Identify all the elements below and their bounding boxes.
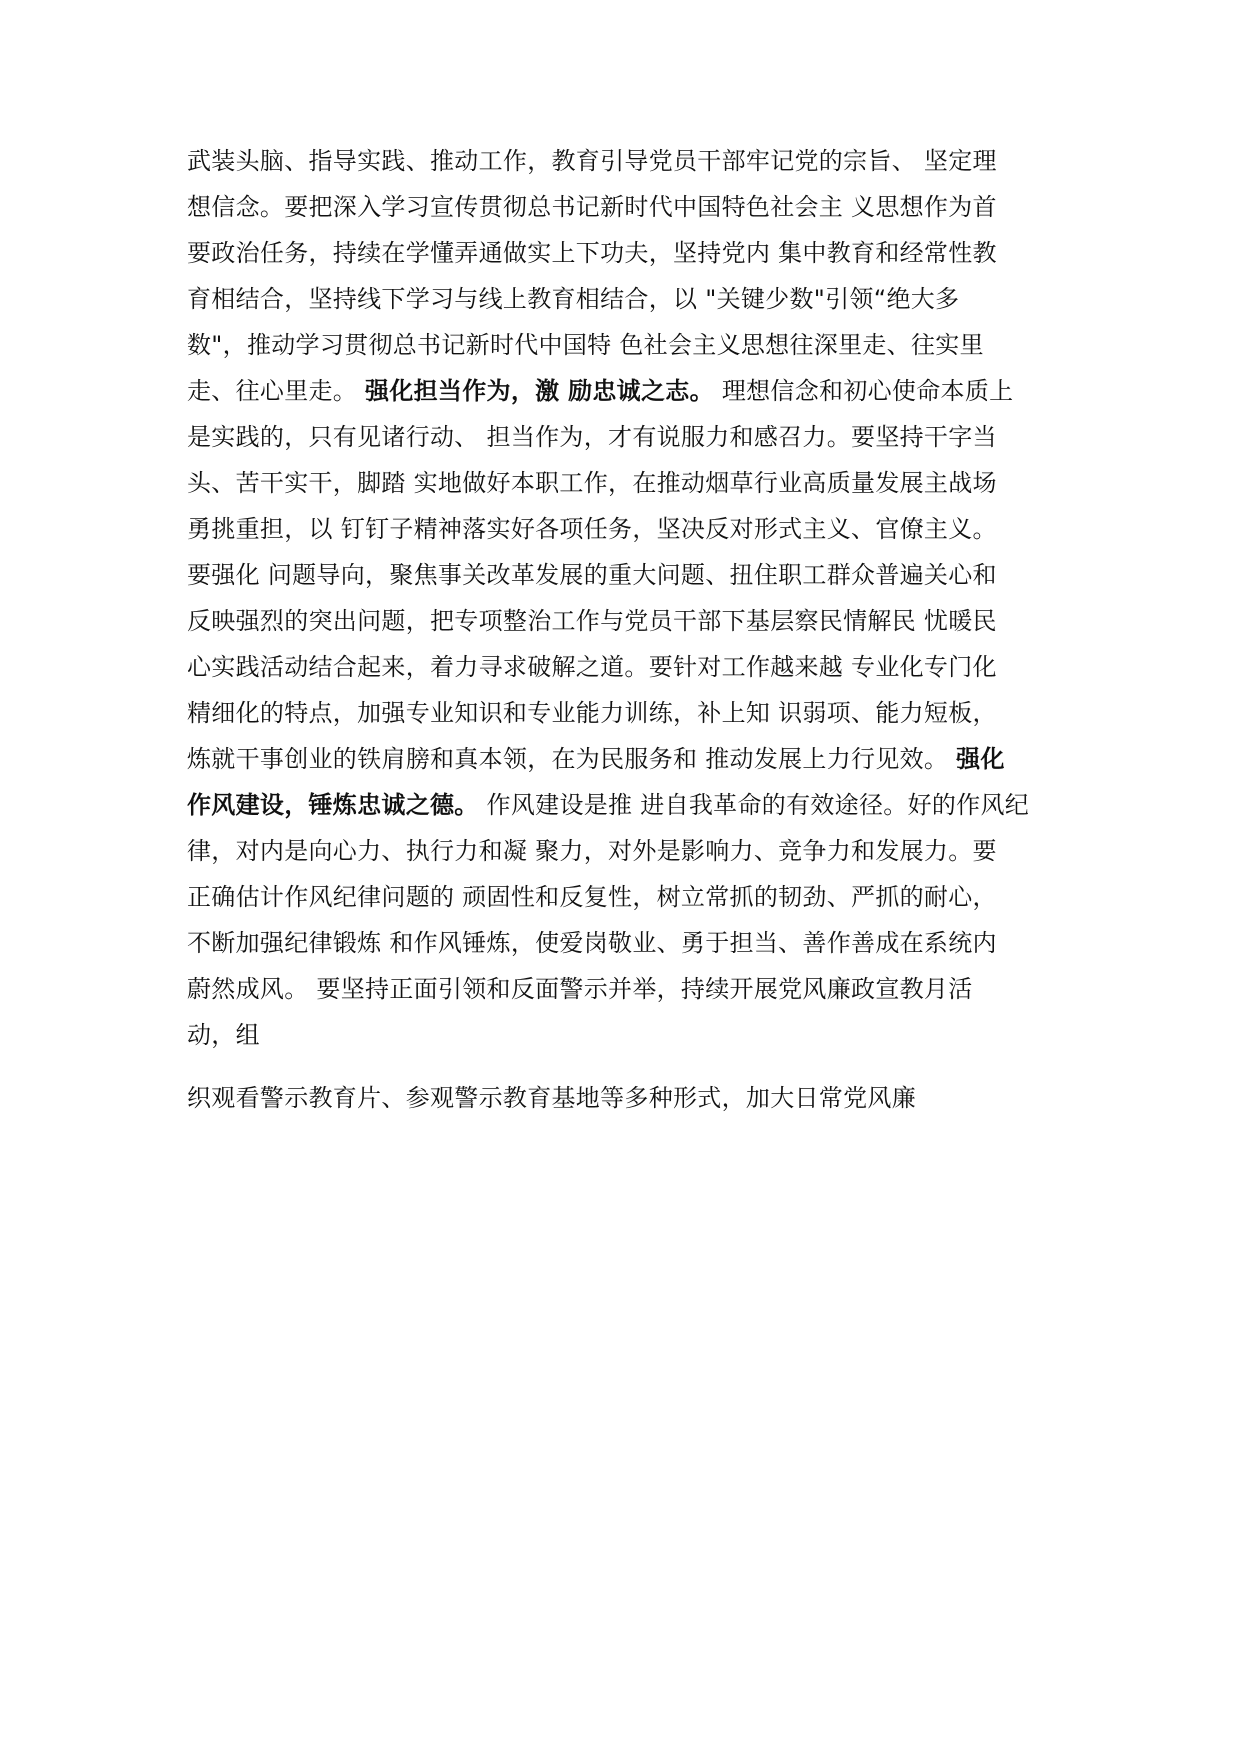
text-line xyxy=(187,514,1067,544)
text-span: 要政治任务，持续在学懂弄通做实上下功夫，坚持党内 集中教育和经常性教 xyxy=(187,239,997,267)
text-line xyxy=(187,560,1067,590)
text-span: 心实践活动结合起来，着力寻求破解之道。要针对工作越来越 专业化专门化 xyxy=(187,653,997,681)
text-span: 要强化 问题导向，聚焦事关改革发展的重大问题、扭住职工群众普遍关心和 xyxy=(187,561,997,589)
text-line xyxy=(187,468,1067,498)
text-span: 炼就干事创业的铁肩膀和真本领，在为民服务和 推动发展上力行见效。 xyxy=(187,745,957,773)
text-line xyxy=(187,1020,1067,1050)
bold-heading-span: 作风建设，锤炼忠诚之德。 xyxy=(187,791,479,819)
text-line xyxy=(187,928,1067,958)
text-span: 织观看警示教育片、参观警示教育基地等多种形式，加大日常党风廉 xyxy=(187,1084,916,1112)
text-span: 不断加强纪律锻炼 和作风锤炼，使爱岗敬业、勇于担当、善作善成在系统内 xyxy=(187,929,997,957)
text-line xyxy=(187,698,1067,728)
text-span: 走、往心里走。 xyxy=(187,377,366,405)
text-line xyxy=(187,146,1067,176)
text-span: 蔚然成风。 要坚持正面引领和反面警示并举，持续开展党风廉政宣教月活 xyxy=(187,975,973,1003)
text-span: 数"，推动学习贯彻总书记新时代中国特 色社会主义思想往深里走、往实里 xyxy=(187,331,984,359)
text-span: 律，对内是向心力、执行力和凝 聚力，对外是影响力、竞争力和发展力。要 xyxy=(187,837,997,865)
text-line xyxy=(187,744,1067,774)
bold-heading-span: 强化 xyxy=(956,745,1005,773)
text-line xyxy=(187,284,1067,314)
text-span: 武装头脑、指导实践、推动工作，教育引导党员干部牢记党的宗旨、 坚定理 xyxy=(187,147,997,175)
text-line xyxy=(187,882,1067,912)
text-span: 作风建设是推 进自我革命的有效途径。好的作风纪 xyxy=(478,791,1030,819)
text-line xyxy=(187,974,1067,1004)
text-span: 精细化的特点，加强专业知识和专业能力训练，补上知 识弱项、能力短板， xyxy=(187,699,997,727)
text-span: 反映强烈的突出问题，把专项整治工作与党员干部下基层察民情解民 忧暖民 xyxy=(187,607,997,635)
text-span: 是实践的，只有见诸行动、 担当作为，才有说服力和感召力。要坚持干字当 xyxy=(187,423,997,451)
text-line xyxy=(187,1083,1067,1113)
bold-heading-span: 强化担当作为，激 励忠诚之志。 xyxy=(365,377,714,405)
text-span: 勇挑重担，以 钉钉子精神落实好各项任务，坚决反对形式主义、官僚主义。 xyxy=(187,515,997,543)
text-line xyxy=(187,652,1067,682)
text-span: 想信念。要把深入学习宣传贯彻总书记新时代中国特色社会主 义思想作为首 xyxy=(187,193,997,221)
text-span: 动，组 xyxy=(187,1021,260,1049)
text-span: 理想信念和初心使命本质上 xyxy=(713,377,1014,405)
text-line xyxy=(187,606,1067,636)
text-line xyxy=(187,376,1067,406)
text-line xyxy=(187,836,1067,866)
text-line xyxy=(187,422,1067,452)
text-line xyxy=(187,330,1067,360)
text-span: 育相结合，坚持线下学习与线上教育相结合，以 "关键少数"引领“绝大多 xyxy=(187,285,960,313)
text-line xyxy=(187,790,1067,820)
text-span: 正确估计作风纪律问题的 顽固性和反复性，树立常抓的韧劲、严抓的耐心， xyxy=(187,883,997,911)
text-line xyxy=(187,238,1067,268)
text-span: 头、苦干实干，脚踏 实地做好本职工作，在推动烟草行业高质量发展主战场 xyxy=(187,469,997,497)
text-line xyxy=(187,192,1067,222)
